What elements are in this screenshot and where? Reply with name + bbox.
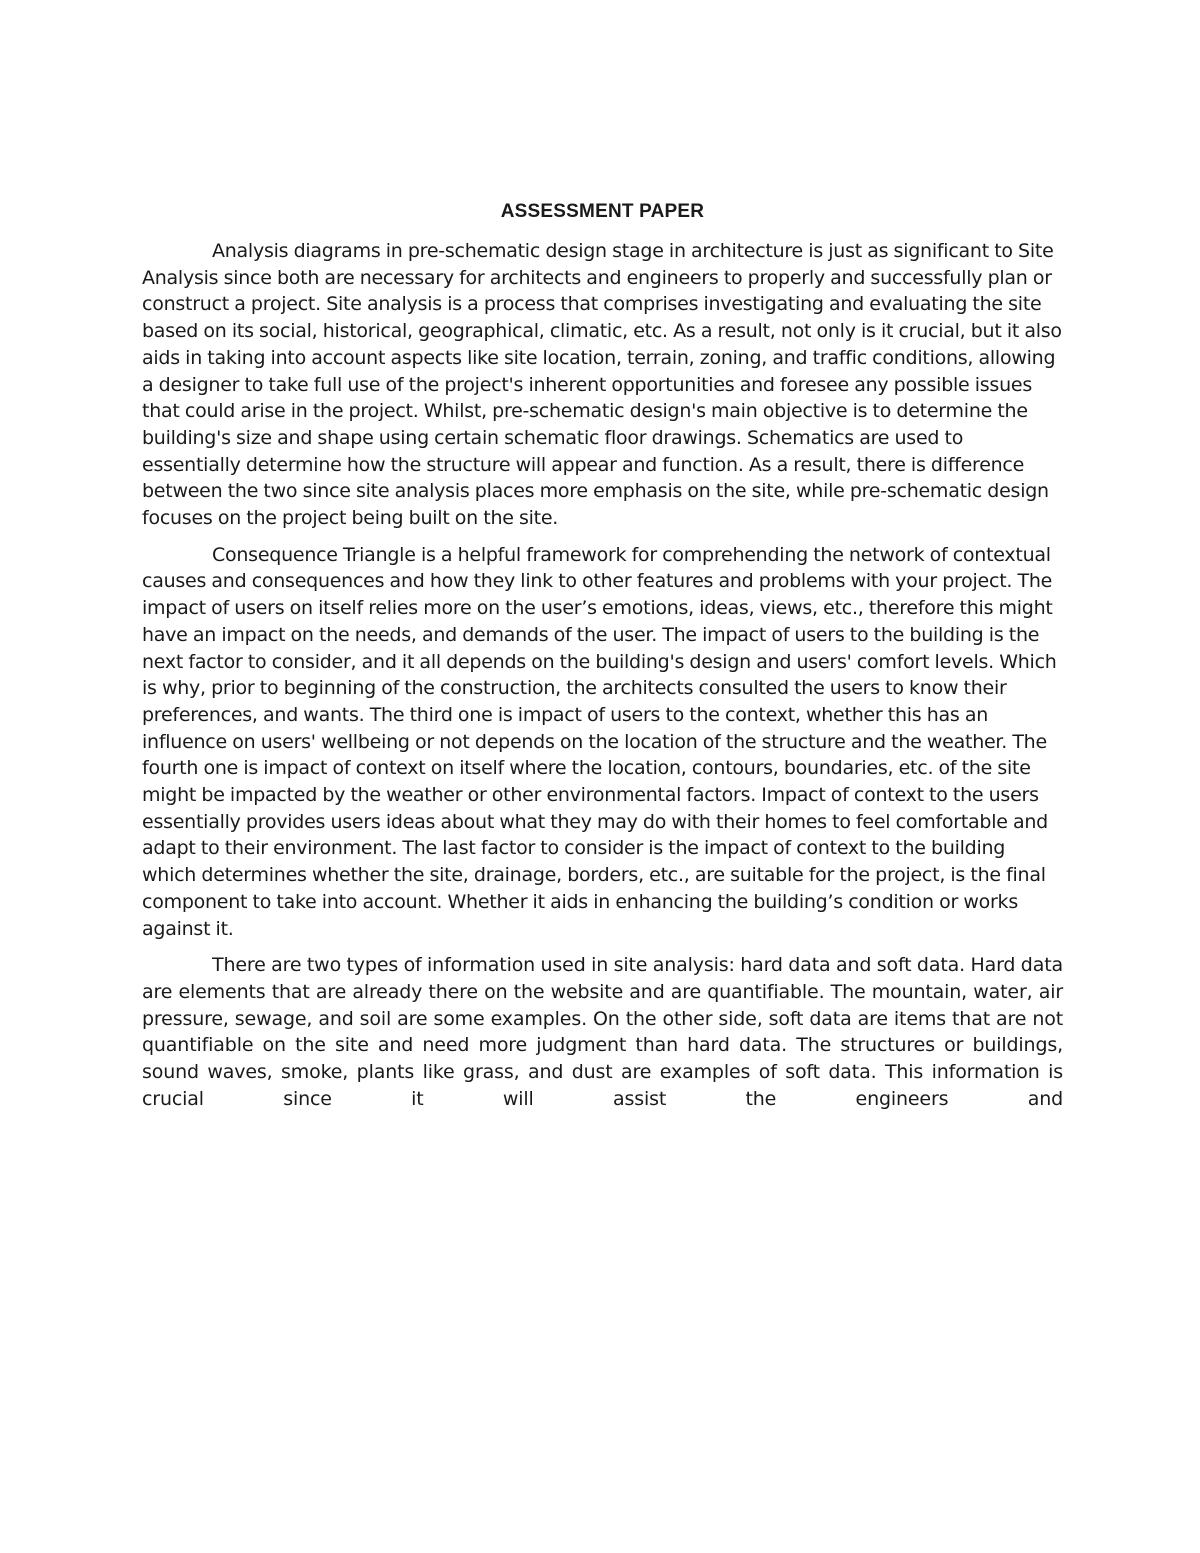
- document-title: ASSESSMENT PAPER: [500, 201, 705, 222]
- paragraph-consequence-triangle: Consequence Triangle is a helpful framework for comprehending the network of contextual causes and consequences and how they link to other features and problems with your project. The impact of users on itself relies more on the user’s emotions, ideas, views, etc., therefore this might have an impact on the needs, and demands of the user. The impact of users to the building is the next factor to consider, and it all depends on the building's design and users' comfort levels. Which is why, prior to beginning of the construction, the architects consulted the users to know their preferences, and wants. The third one is impact of users to the context, whether this has an influence on users' wellbeing or not depends on the location of the structure and the weather. The fourth one is impact of context on itself where the location, contours, boundaries, etc. of the site might be impacted by the weather or other environmental factors. Impact of context to the users essentially provides users ideas about what they may do with their homes to feel comfortable and adapt to their environment. The last factor to consider is the impact of context to the building which determines whether the site, drainage, borders, etc., are suitable for the project, is the final component to take into account. Whether it aids in enhancing the building’s condition or works against it.: [142, 543, 1057, 940]
- document-body: [142, 196, 1063, 1123]
- paragraph-hard-soft-data: There are two types of information used in site analysis: hard data and soft data. Hard data are elements that are already there on the website and are quantifiable. The mountain, water, air pressure, sewage, and soil are some examples. On the other side, soft data are items that are not quantifiable on the site and need more judgment than hard data. The structures or buildings, sound waves, smoke, plants like grass, and dust are examples of soft data. This information is crucial since it will assist the engineers and: [142, 954, 1063, 1110]
- paragraph-site-analysis: Analysis diagrams in pre-schematic design stage in architecture is just as significant to Site Analysis since both are necessary for architects and engineers to properly and successfully plan or construct a project. Site analysis is a process that comprises investigating and evaluating the site based on its social, historical, geographical, climatic, etc. As a result, not only is it crucial, but it also aids in taking into account aspects like site location, terrain, zoning, and traffic conditions, allowing a designer to take full use of the project's inherent opportunities and foresee any possible issues that could arise in the project. Whilst, pre-schematic design's main objective is to determine the building's size and shape using certain schematic floor drawings. Schematics are used to essentially determine how the structure will appear and function. As a result, there is difference between the two since site analysis places more emphasis on the site, while pre-schematic design focuses on the project being built on the site.: [142, 240, 1062, 530]
